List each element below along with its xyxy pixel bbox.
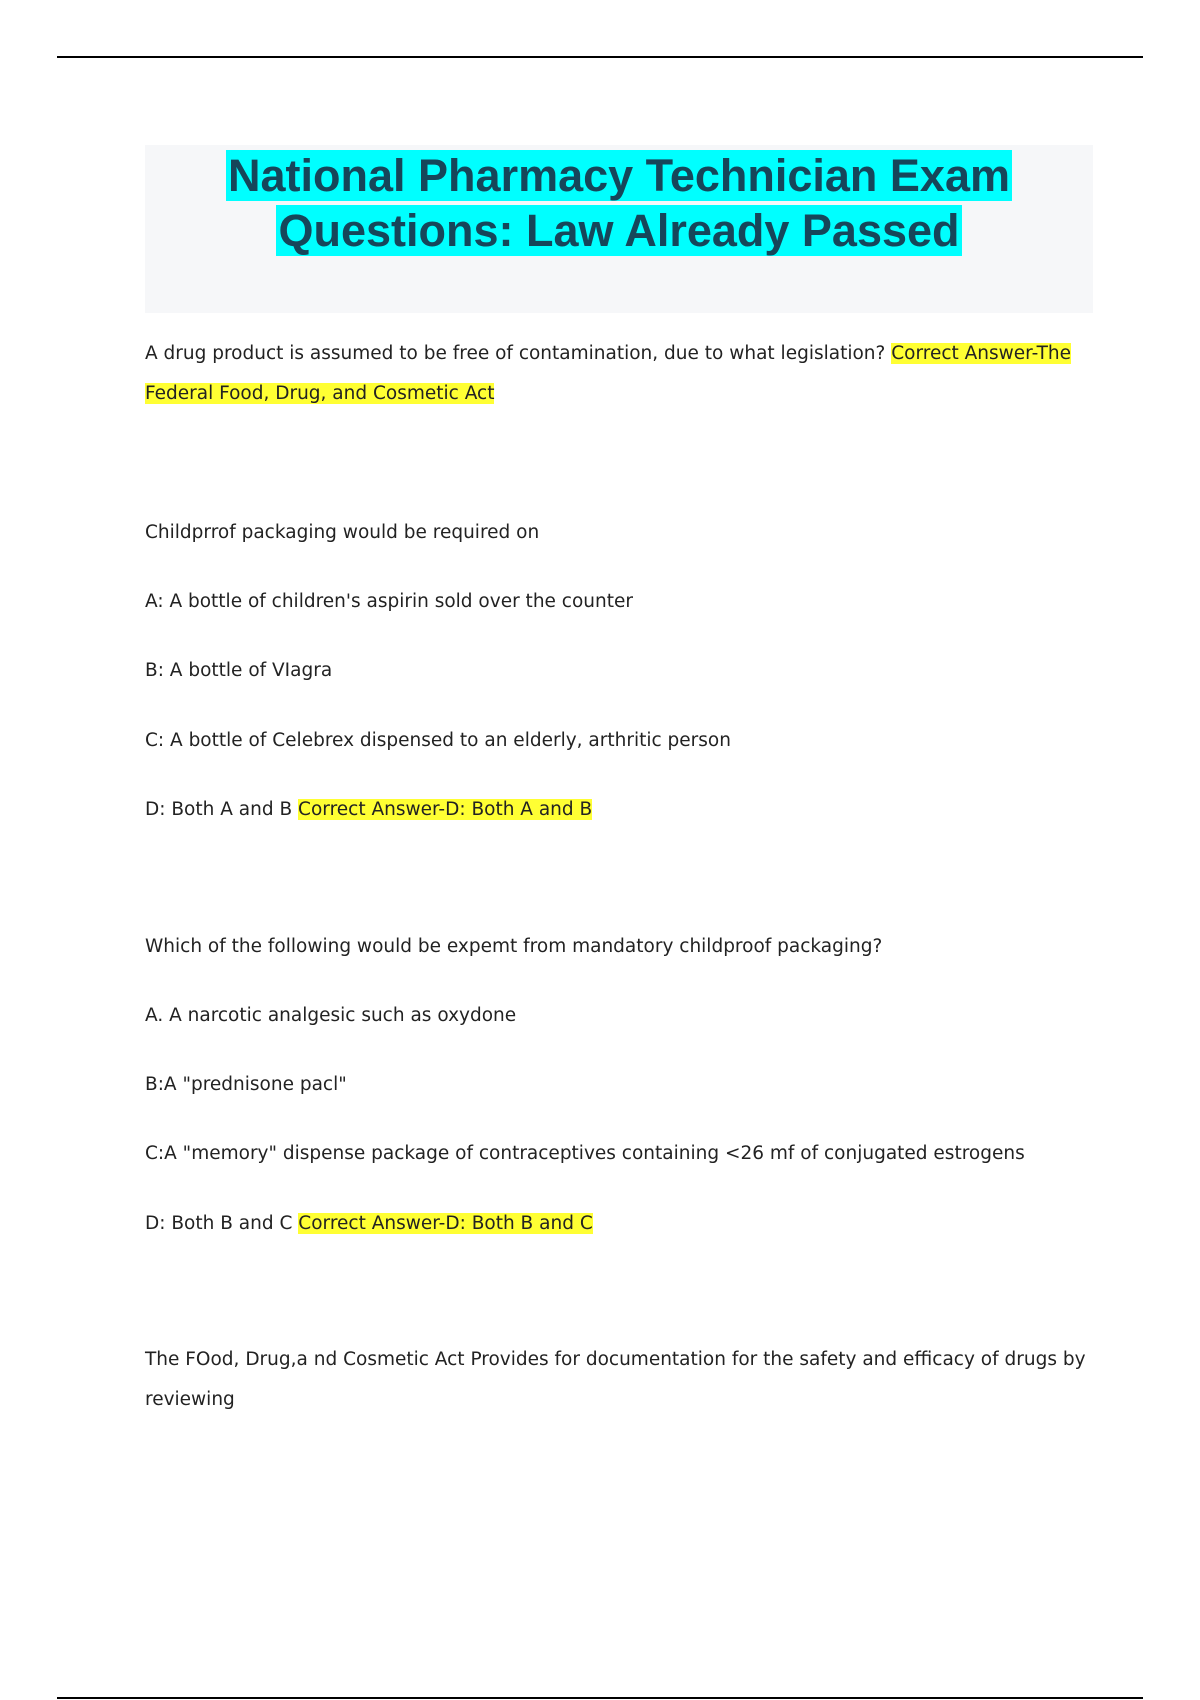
question-1-text: A drug product is assumed to be free of contamination, due to what legislation? [145,343,886,364]
title-line-1: National Pharmacy Technician Exam [228,150,1010,201]
title-banner [145,145,1093,313]
question-3-text: Which of the following would be expemt from mandatory childproof packaging? [145,936,883,957]
question-3-answer: Correct Answer-D: Both B and C [298,1213,593,1234]
question-3-option-d-text: D: Both B and C [145,1213,293,1234]
question-1-answer: Correct Answer-The Federal Food, Drug, and Cosmetic Act [145,343,1071,404]
question-2-option-d-text: D: Both A and B [145,799,293,820]
top-rule [57,56,1143,58]
question-3-option-d [145,1204,1095,1244]
question-1 [145,334,1095,414]
question-3-option-c: C:A "memory" dispense package of contraceptives containing <26 mf of conjugated estrogens [145,1143,1025,1164]
question-2-option-a: A: A bottle of children's aspirin sold over the counter [145,591,633,612]
question-2-text: Childprrof packaging would be required on [145,522,540,543]
title-line-2: Questions: Law Already Passed [278,205,960,256]
question-3-option-b: B:A "prednisone pacl" [145,1074,347,1095]
question-2-answer: Correct Answer-D: Both A and B [298,799,593,820]
question-2-option-c: C: A bottle of Celebrex dispensed to an elderly, arthritic person [145,730,731,751]
question-2-option-b: B: A bottle of VIagra [145,660,333,681]
question-3-option-a: A. A narcotic analgesic such as oxydone [145,1005,517,1026]
page-title [145,145,1093,258]
bottom-rule [57,1697,1143,1699]
question-2-option-d [145,790,1095,830]
question-4-text: The FOod, Drug,a nd Cosmetic Act Provides for documentation for the safety and efficacy of drugs by reviewing [145,1349,1086,1410]
